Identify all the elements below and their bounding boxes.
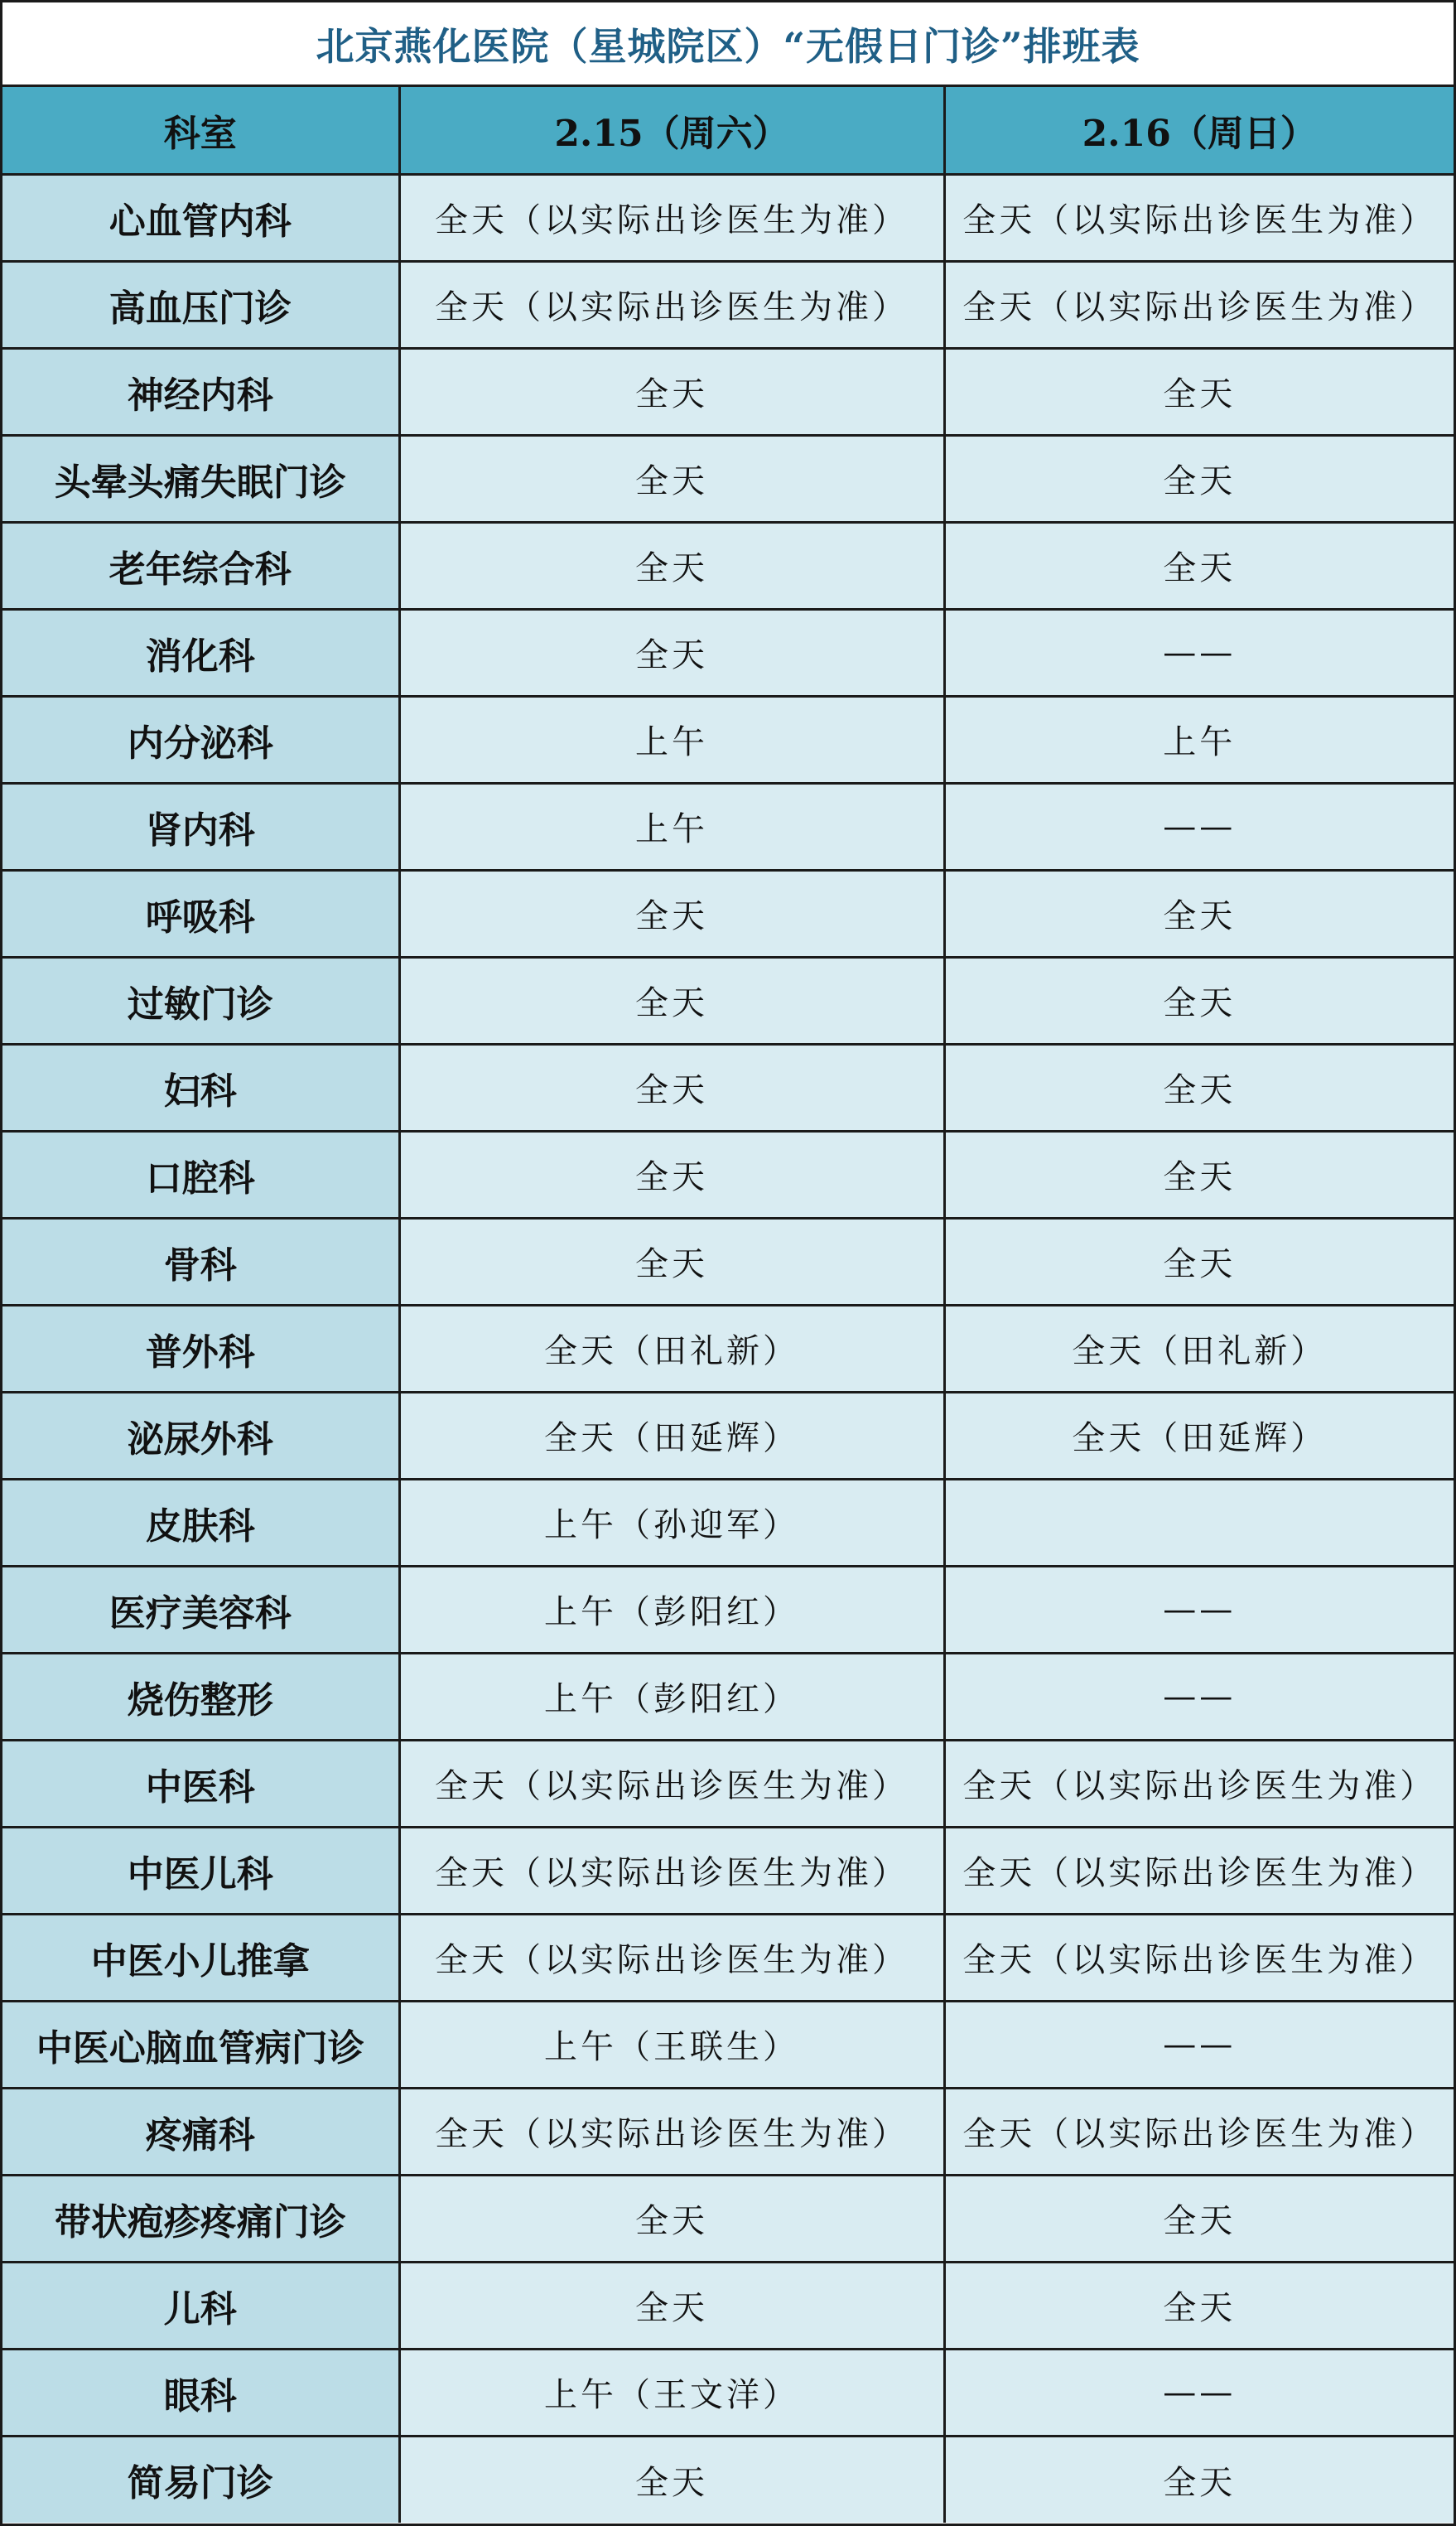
saturday-schedule-cell: 全天	[399, 2436, 944, 2523]
saturday-schedule-cell: 全天（以实际出诊医生为准）	[399, 174, 944, 261]
dept-name-cell: 老年综合科	[2, 522, 399, 609]
saturday-schedule-cell: 全天	[399, 1131, 944, 1218]
table-row	[2, 348, 1454, 435]
sunday-schedule-cell: ——	[944, 2349, 1454, 2436]
header-date-1: 2.15（周六）	[399, 87, 944, 174]
saturday-schedule-cell: 全天	[399, 957, 944, 1044]
dept-name-cell: 烧伤整形	[2, 1653, 399, 1740]
dept-name-cell: 带状疱疹疼痛门诊	[2, 2175, 399, 2262]
table-row	[2, 1044, 1454, 1131]
saturday-schedule-cell: 全天（田礼新）	[399, 1305, 944, 1392]
dept-name-cell: 泌尿外科	[2, 1392, 399, 1479]
sunday-schedule-cell: 全天	[944, 1131, 1454, 1218]
sunday-schedule-cell: 全天（以实际出诊医生为准）	[944, 1827, 1454, 1914]
sunday-schedule-cell: 全天（田礼新）	[944, 1305, 1454, 1392]
table-row	[2, 1740, 1454, 1827]
dept-name-cell: 口腔科	[2, 1131, 399, 1218]
table-row	[2, 261, 1454, 348]
saturday-schedule-cell: 全天	[399, 870, 944, 957]
sunday-schedule-cell: ——	[944, 2001, 1454, 2088]
dept-name-cell: 疼痛科	[2, 2088, 399, 2175]
sunday-schedule-cell: 全天（以实际出诊医生为准）	[944, 2088, 1454, 2175]
table-row	[2, 2349, 1454, 2436]
page-title: 北京燕化医院（星城院区）“无假日门诊”排班表	[316, 23, 1140, 69]
saturday-schedule-cell: 全天（田延辉）	[399, 1392, 944, 1479]
table-row	[2, 1827, 1454, 1914]
dept-name-cell: 皮肤科	[2, 1479, 399, 1566]
sunday-schedule-cell: ——	[944, 1653, 1454, 1740]
saturday-schedule-cell: 全天	[399, 1044, 944, 1131]
sunday-schedule-cell: 全天（以实际出诊医生为准）	[944, 1740, 1454, 1827]
header-date-2: 2.16（周日）	[944, 87, 1454, 174]
table-row	[2, 2088, 1454, 2175]
dept-name-cell: 中医心脑血管病门诊	[2, 2001, 399, 2088]
table-row	[2, 870, 1454, 957]
sunday-schedule-cell: 全天	[944, 1218, 1454, 1305]
sunday-schedule-cell: 全天	[944, 1044, 1454, 1131]
saturday-schedule-cell: 上午	[399, 696, 944, 783]
sunday-schedule-cell: 全天	[944, 2436, 1454, 2523]
table-row	[2, 2436, 1454, 2523]
sunday-schedule-cell: 全天	[944, 2175, 1454, 2262]
table-row	[2, 1218, 1454, 1305]
dept-name-cell: 肾内科	[2, 783, 399, 870]
table-row	[2, 174, 1454, 261]
sunday-schedule-cell: 全天	[944, 348, 1454, 435]
table-row	[2, 609, 1454, 696]
header-row	[2, 87, 1454, 174]
table-row	[2, 2262, 1454, 2349]
dept-name-cell: 骨科	[2, 1218, 399, 1305]
table-row	[2, 435, 1454, 522]
dept-name-cell: 内分泌科	[2, 696, 399, 783]
table-row	[2, 1479, 1454, 1566]
dept-name-cell: 医疗美容科	[2, 1566, 399, 1653]
saturday-schedule-cell: 全天（以实际出诊医生为准）	[399, 1827, 944, 1914]
sunday-schedule-cell: 全天（以实际出诊医生为准）	[944, 261, 1454, 348]
dept-name-cell: 过敏门诊	[2, 957, 399, 1044]
table-row	[2, 1653, 1454, 1740]
table-row	[2, 1566, 1454, 1653]
saturday-schedule-cell: 上午（彭阳红）	[399, 1566, 944, 1653]
sunday-schedule-cell: 全天	[944, 870, 1454, 957]
sunday-schedule-cell: 全天	[944, 2262, 1454, 2349]
sunday-schedule-cell	[944, 1479, 1454, 1566]
saturday-schedule-cell: 全天	[399, 2175, 944, 2262]
sunday-schedule-cell: 全天	[944, 522, 1454, 609]
dept-name-cell: 中医小儿推拿	[2, 1914, 399, 2001]
saturday-schedule-cell: 上午	[399, 783, 944, 870]
table-row	[2, 783, 1454, 870]
dept-name-cell: 呼吸科	[2, 870, 399, 957]
dept-name-cell: 高血压门诊	[2, 261, 399, 348]
sunday-schedule-cell: 全天（田延辉）	[944, 1392, 1454, 1479]
sunday-schedule-cell: 全天	[944, 957, 1454, 1044]
dept-name-cell: 儿科	[2, 2262, 399, 2349]
table-row	[2, 522, 1454, 609]
saturday-schedule-cell: 上午（王文洋）	[399, 2349, 944, 2436]
dept-name-cell: 心血管内科	[2, 174, 399, 261]
saturday-schedule-cell: 全天（以实际出诊医生为准）	[399, 2088, 944, 2175]
saturday-schedule-cell: 上午（王联生）	[399, 2001, 944, 2088]
dept-name-cell: 中医科	[2, 1740, 399, 1827]
dept-name-cell: 神经内科	[2, 348, 399, 435]
table-row	[2, 1392, 1454, 1479]
table-row	[2, 1305, 1454, 1392]
header-dept: 科室	[2, 87, 399, 174]
sunday-schedule-cell: ——	[944, 1566, 1454, 1653]
sunday-schedule-cell: ——	[944, 609, 1454, 696]
sunday-schedule-cell: 上午	[944, 696, 1454, 783]
saturday-schedule-cell: 全天	[399, 522, 944, 609]
saturday-schedule-cell: 全天（以实际出诊医生为准）	[399, 1740, 944, 1827]
saturday-schedule-cell: 上午（孙迎军）	[399, 1479, 944, 1566]
sunday-schedule-cell: 全天（以实际出诊医生为准）	[944, 174, 1454, 261]
sunday-schedule-cell: ——	[944, 783, 1454, 870]
title-bar	[2, 2, 1454, 87]
dept-name-cell: 中医儿科	[2, 1827, 399, 1914]
table-row	[2, 957, 1454, 1044]
dept-name-cell: 眼科	[2, 2349, 399, 2436]
saturday-schedule-cell: 全天（以实际出诊医生为准）	[399, 261, 944, 348]
dept-name-cell: 消化科	[2, 609, 399, 696]
saturday-schedule-cell: 全天	[399, 435, 944, 522]
saturday-schedule-cell: 全天	[399, 609, 944, 696]
saturday-schedule-cell: 上午（彭阳红）	[399, 1653, 944, 1740]
saturday-schedule-cell: 全天	[399, 348, 944, 435]
saturday-schedule-cell: 全天	[399, 1218, 944, 1305]
table-row	[2, 1131, 1454, 1218]
dept-name-cell: 普外科	[2, 1305, 399, 1392]
dept-name-cell: 妇科	[2, 1044, 399, 1131]
dept-name-cell: 简易门诊	[2, 2436, 399, 2523]
schedule-table	[2, 87, 1454, 2523]
saturday-schedule-cell: 全天	[399, 2262, 944, 2349]
dept-name-cell: 头晕头痛失眠门诊	[2, 435, 399, 522]
table-row	[2, 2001, 1454, 2088]
table-row	[2, 1914, 1454, 2001]
table-row	[2, 696, 1454, 783]
saturday-schedule-cell: 全天（以实际出诊医生为准）	[399, 1914, 944, 2001]
table-row	[2, 2175, 1454, 2262]
schedule-body	[2, 174, 1454, 2523]
sunday-schedule-cell: 全天	[944, 435, 1454, 522]
sunday-schedule-cell: 全天（以实际出诊医生为准）	[944, 1914, 1454, 2001]
